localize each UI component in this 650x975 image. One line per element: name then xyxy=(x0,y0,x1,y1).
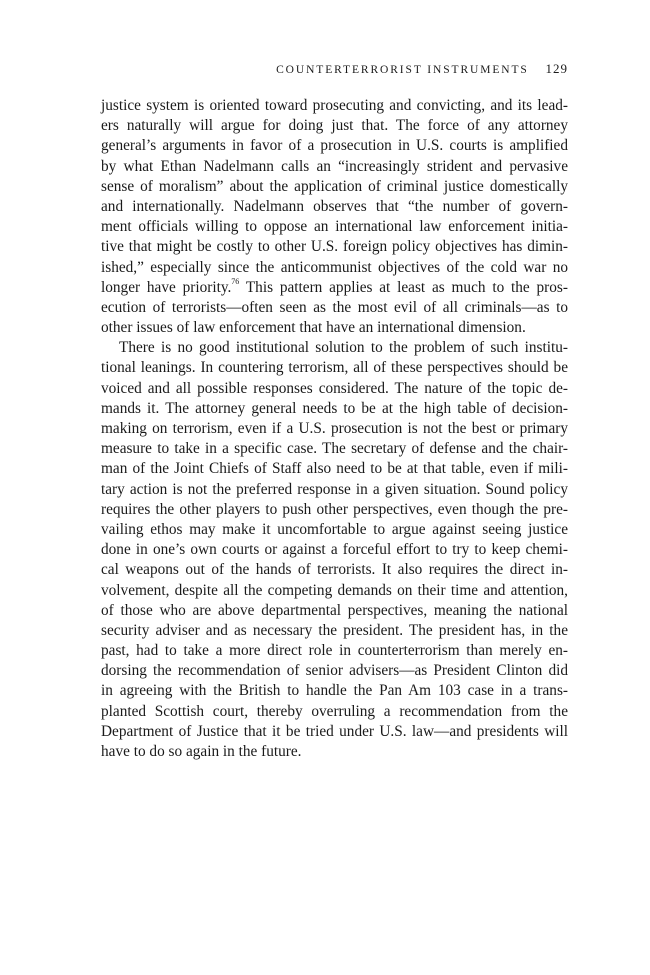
running-head xyxy=(101,61,568,78)
text-line: other issues of law enforcement that have an international dimension. xyxy=(101,319,526,337)
text-line: tive that might be costly to other U.S. foreign policy objectives has dimin- xyxy=(101,238,568,256)
running-head-title: COUNTERTERRORIST INSTRUMENTS xyxy=(276,64,529,76)
text-line: dorsing the recommendation of senior advisers—as President Clinton did xyxy=(101,662,568,680)
text-line: tional leanings. In countering terrorism, all of these perspectives should be xyxy=(101,359,568,377)
text-line: Department of Justice that it be tried under U.S. law—and presidents will xyxy=(101,722,568,740)
body-text xyxy=(101,96,568,762)
text-line: requires the other players to push other perspectives, even though the pre- xyxy=(101,500,568,518)
page-number: 129 xyxy=(545,61,568,76)
text-line: sense of moralism” about the application of criminal justice domestically xyxy=(101,177,568,195)
text-line: security adviser and as necessary the president. The president has, in the xyxy=(101,621,568,639)
text-line: of those who are above departmental perspectives, meaning the national xyxy=(101,601,568,619)
text-line: have to do so again in the future. xyxy=(101,743,302,760)
text-line: longer have priority.$^{76}$ This pattern applies at least as much to the pros- xyxy=(101,276,568,296)
text-line: by what Ethan Nadelmann calls an “increasingly strident and pervasive xyxy=(101,157,568,175)
footnote-reference: 76 xyxy=(231,276,240,286)
text-line: in agreeing with the British to handle the Pan Am 103 case in a trans- xyxy=(101,682,568,700)
text-line: man of the Joint Chiefs of Staff also need to be at that table, even if mili- xyxy=(101,460,568,478)
text-line: measure to take in a specific case. The secretary of defense and the chair- xyxy=(101,440,568,458)
text-line: justice system is oriented toward prosecuting and convicting, and its lead- xyxy=(101,97,568,114)
text-line: vailing ethos may make it uncomfortable to argue against seeing justice xyxy=(101,520,568,538)
text-line: volvement, despite all the competing demands on their time and attention, xyxy=(101,581,568,599)
paragraph xyxy=(101,338,568,762)
text-line: tary action is not the preferred response in a given situation. Sound policy xyxy=(101,480,568,498)
text-line: mands it. The attorney general needs to be at the high table of decision- xyxy=(101,399,568,417)
text-line: ished,” especially since the anticommunist objectives of the cold war no xyxy=(101,258,568,276)
text-line: ecution of terrorists—often seen as the most evil of all criminals—as to xyxy=(101,298,568,316)
text-line: There is no good institutional solution to the problem of such institu- xyxy=(119,339,568,357)
text-line: past, had to take a more direct role in counterterrorism than merely en- xyxy=(101,642,568,660)
text-line: and internationally. Nadelmann observes that “the number of govern- xyxy=(101,197,568,215)
text-line: voiced and all possible responses considered. The nature of the topic de- xyxy=(101,379,568,397)
text-line: making on terrorism, even if a U.S. prosecution is not the best or primary xyxy=(101,420,568,437)
text-line: done in one’s own courts or against a forceful effort to try to keep chemi- xyxy=(101,541,568,559)
text-line: general’s arguments in favor of a prosecution in U.S. courts is amplified xyxy=(101,137,568,155)
paragraph xyxy=(101,96,568,338)
text-line: ment officials willing to oppose an international law enforcement initia- xyxy=(101,218,568,236)
text-line: ers naturally will argue for doing just that. The force of any attorney xyxy=(101,117,568,135)
text-line: cal weapons out of the hands of terrorists. It also requires the direct in- xyxy=(101,561,568,579)
text-line: planted Scottish court, thereby overruling a recommendation from the xyxy=(101,702,568,720)
